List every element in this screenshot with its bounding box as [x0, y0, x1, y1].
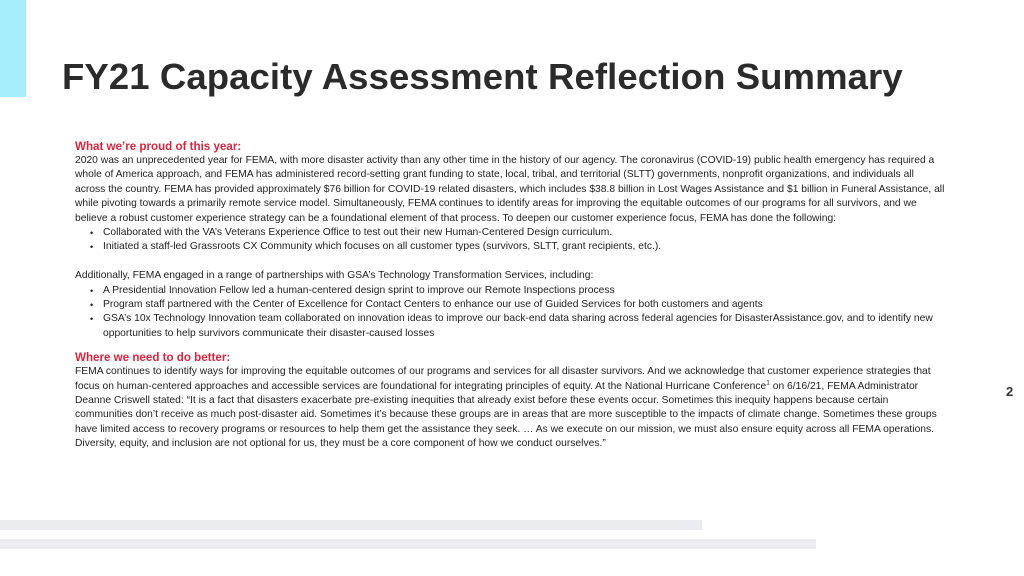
list-item: • Initiated a staff-led Grassroots CX Community which focuses on all customer types (survivors, SLTT, grant recipients, etc.). [90, 240, 945, 254]
accent-bar [0, 0, 26, 97]
list-item: • Collaborated with the VA’s Veterans Experience Office to test out their new Human-Centered Design curriculum. [90, 226, 945, 240]
page-number: 2 [1006, 384, 1014, 399]
partnership-bullet-list [75, 284, 945, 342]
summary-content [75, 139, 945, 452]
better-text-part2: on 6/16/21, FEMA Administrator Deanne Criswell stated: “It is a fact that disasters exacerbate pre-existing inequities that already exist before these events occur. Sometimes this inequity happens because certain communities don’t receive as much post-disaster aid. Sometimes it’s because these groups are in areas that are more susceptible to the impacts of climate change. Sometimes these groups have limited access to recovery programs or resources to help them get the assistance they seek. … As we execute on our mission, we must also ensure equity across all FEMA operations. Diversity, equity, and inclusion are not optional for us, they must be a core component of how we conduct ourselves.” [75, 380, 937, 450]
better-text-part1: FEMA continues to identify ways for improving the equitable outcomes of our programs and services for all disaster survivors. And we acknowledge that customer experience strategies that focus on human-centered approaches and accessible services are foundational for integrating principles of equity. At the National Hurricane Conference [75, 366, 931, 392]
footnote-marker: 1 [766, 379, 770, 387]
list-item: • Program staff partnered with the Center of Excellence for Contact Centers to enhance our use of Guided Services for both customers and agents [90, 298, 945, 312]
better-text [75, 365, 945, 451]
proud-heading: What we’re proud of this year: [75, 140, 242, 153]
page-title: FY21 Capacity Assessment Reflection Summary [62, 56, 903, 97]
list-item: • GSA’s 10x Technology Innovation team collaborated on innovation ideas to improve our back-end data sharing across federal agencies for DisasterAssistance.gov, and to identify new opportunities to help survivors communicate their disaster-caused losses [90, 312, 945, 341]
list-item: • A Presidential Innovation Fellow led a human-centered design sprint to improve our Remote Inspections process [90, 284, 945, 298]
proud-bullet-list [75, 226, 945, 255]
additional-intro: Additionally, FEMA engaged in a range of partnerships with GSA’s Technology Transformation Services, including: [75, 270, 594, 282]
better-heading: Where we need to do better: [75, 351, 231, 365]
footer-bar [0, 520, 702, 530]
proud-intro: 2020 was an unprecedented year for FEMA, with more disaster activity than any other time in the history of our agency. The coronavirus (COVID-19) public health emergency has required a whole of America approach, and FEMA has administered record-setting grant funding to state, local, tribal, and territorial (SLTT) governments, nonprofit organizations, and individuals all across the country. FEMA has provided approximately $76 billion for COVID-19 related disasters, which includes $38.8 billion in Lost Wages Assistance and $1 billion in Funeral Assistance, all while pivoting towards a primarily remote service model. Simultaneously, FEMA continues to identify areas for improving the equitable outcomes of our programs for all survivors, and we believe a robust customer experience strategy can be a foundational element of that process. To deepen our customer experience focus, FEMA has done the following: [75, 155, 945, 224]
footer-bar [0, 539, 816, 549]
